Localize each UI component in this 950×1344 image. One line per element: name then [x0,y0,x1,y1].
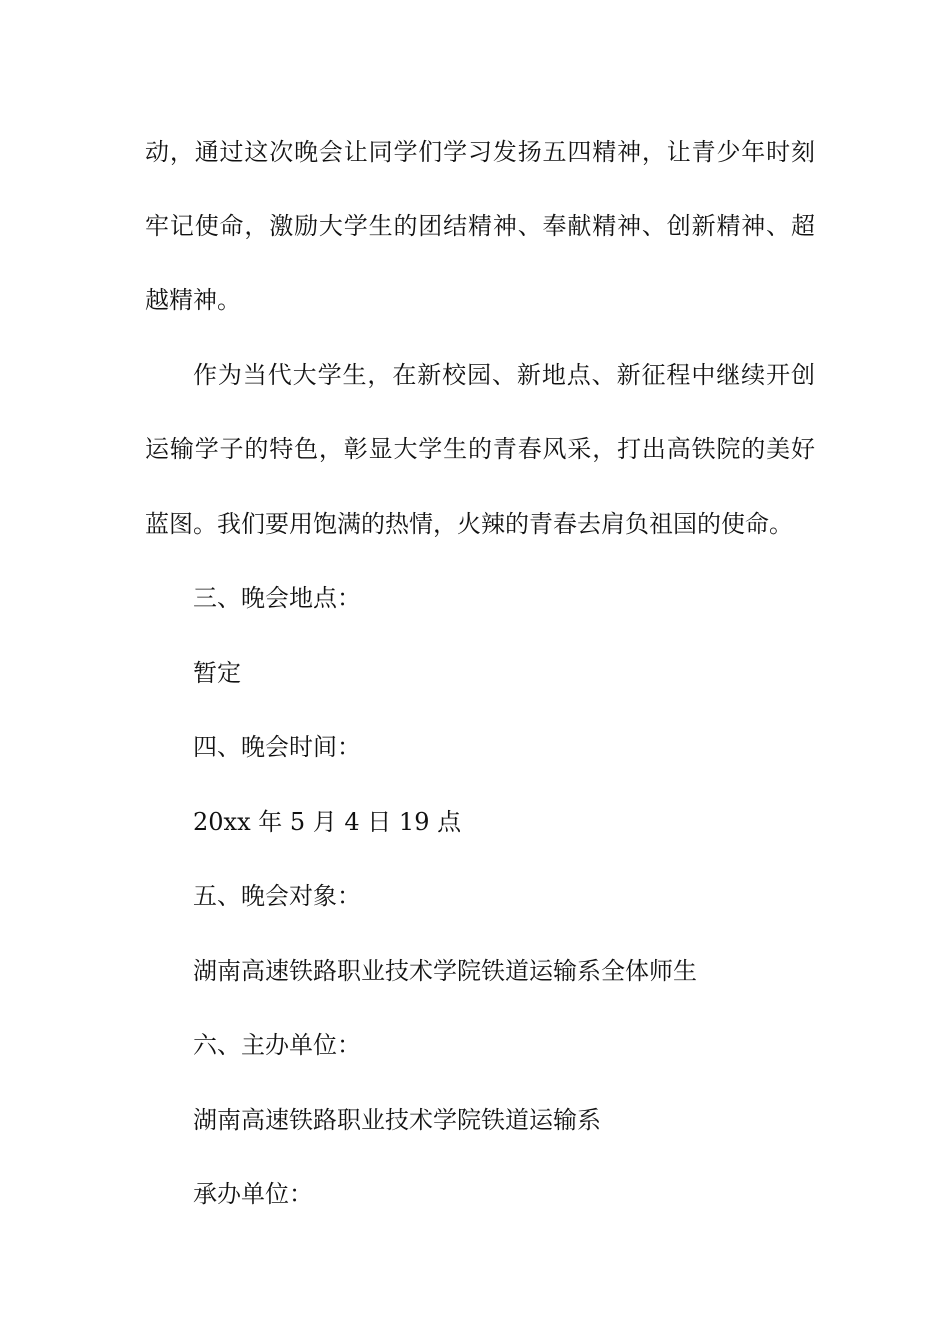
section-heading-audience: 五、晚会对象： [193,882,361,910]
body-text-line: 牢记使命，激励大学生的团结精神、奉献精神、创新精神、超 [145,212,815,240]
section-heading-time: 四、晚会时间： [193,733,361,761]
body-text-line: 作为当代大学生，在新校园、新地点、新征程中继续开创 [193,361,815,389]
section-value-audience: 湖南高速铁路职业技术学院铁道运输系全体师生 [193,957,697,985]
body-text-line: 动，通过这次晚会让同学们学习发扬五四精神，让青少年时刻 [145,138,815,166]
section-heading-host: 承办单位： [193,1180,313,1208]
section-value-time: 20xx 年 5 月 4 日 19 点 [193,808,462,836]
section-heading-venue: 三、晚会地点： [193,584,361,612]
body-text-line: 运输学子的特色，彰显大学生的青春风采，打出高铁院的美好 [145,435,815,463]
section-value-organizer: 湖南高速铁路职业技术学院铁道运输系 [193,1106,601,1134]
body-text-line: 蓝图。我们要用饱满的热情，火辣的青春去肩负祖国的使命。 [145,510,793,538]
section-heading-organizer: 六、主办单位： [193,1031,361,1059]
body-text-line: 越精神。 [145,286,241,314]
section-value-venue: 暂定 [193,659,241,687]
